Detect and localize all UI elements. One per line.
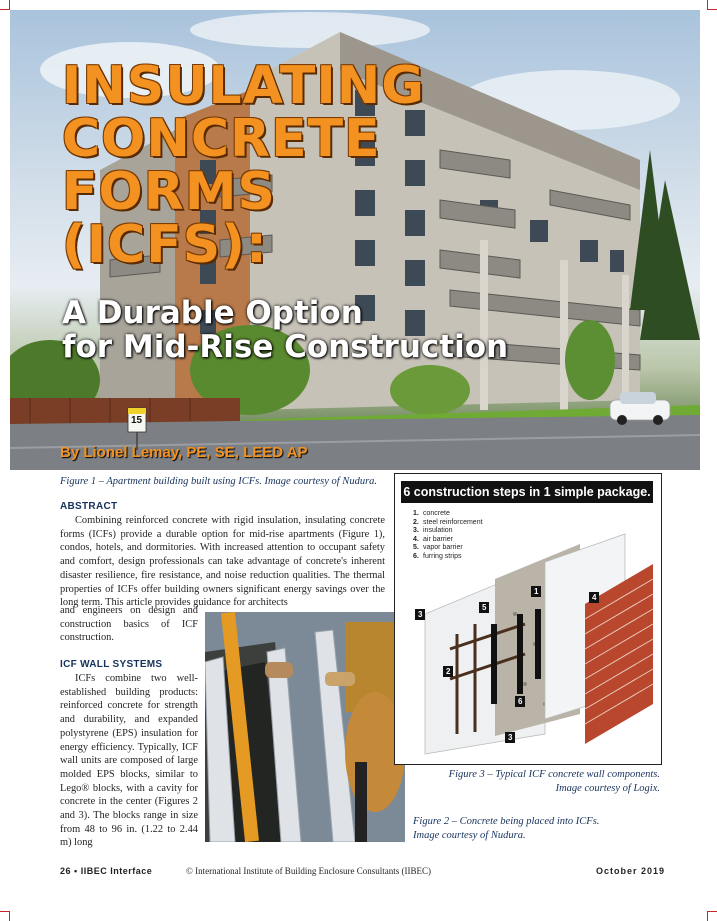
callout-3-left: 3: [415, 609, 425, 620]
title-line: CONCRETE: [62, 109, 381, 169]
icf-wall-systems-paragraph: ICFs combine two well-established building products: reinforced concrete for strength and durability, and expanded polystyrene (EPS) insulation for energy efficiency. Typically, ICF wall units are composed of large molded EPS blocks, similar to Lego® blocks, with a cavity for concrete in the center (Figures 2 and 3). The blocks range in size from 48 to 96 in. (1.22 to 2.44 m) long: [60, 673, 198, 849]
abstract-paragraph-continued: and engineers on design and construction basics of ICF construction.: [60, 605, 198, 644]
issue-date: October 2019: [596, 866, 666, 876]
callout-5: 5: [479, 602, 489, 613]
abstract-paragraph: Combining reinforced concrete with rigid insulation, insulating concrete forms (ICFs) provide a durable option for mid-rise apartments (Figure 1), condos, hotels, and dormitories. With increased attention to occupant safety and comfort, design professionals can take advantage of concrete's inherent disaster resilience, fire resistance, and noise reduction qualities. The thermal properties of ICFs offer building owners significant energy savings over the long term. This article provides guidance for architects: [60, 515, 385, 609]
callout-4: 4: [589, 592, 599, 603]
title-line: FORMS: [62, 162, 276, 222]
page-number: 26: [60, 866, 72, 876]
list-item: 4. air barrier: [413, 535, 453, 543]
figure3-diagram: [394, 473, 662, 765]
title-line: INSULATING: [62, 56, 425, 116]
publication-name: IIBEC Interface: [80, 866, 153, 876]
article-subtitle: [62, 296, 508, 364]
list-item: 1. concrete: [413, 510, 450, 517]
figure2-photo: [205, 612, 405, 842]
list-item: 3. insulation: [413, 527, 453, 535]
footer-bullet: •: [74, 866, 78, 876]
callout-6: 6: [515, 696, 525, 707]
crop-mark-bottom-left: [0, 911, 10, 921]
icf-wall-systems-heading: ICF WALL SYSTEMS: [60, 659, 163, 670]
concrete-pour-illustration: [205, 612, 405, 842]
abstract-heading: ABSTRACT: [60, 501, 118, 512]
subtitle-line: A Durable Option: [62, 295, 363, 331]
figure3-title: 6 construction steps in 1 simple package.: [401, 481, 653, 503]
list-item: 5. vapor barrier: [413, 544, 463, 552]
subtitle-line: for Mid-Rise Construction: [62, 329, 509, 365]
crop-mark-top-left: [0, 0, 10, 10]
author-byline: By Lionel Lemay, PE, SE, LEED AP: [60, 444, 308, 461]
crop-mark-bottom-right: [707, 911, 717, 921]
figure1-caption: Figure 1 – Apartment building built using ICFs. Image courtesy of Nudura.: [60, 476, 378, 487]
callout-3-bottom: 3: [505, 732, 515, 743]
icf-wall-cutaway-illustration: [395, 474, 661, 764]
callout-2: 2: [443, 666, 453, 677]
list-item: 2. steel reinforcement: [413, 518, 483, 526]
speed-sign-text: 15: [131, 415, 143, 426]
hero-photo: [10, 10, 700, 470]
article-title: [62, 56, 425, 275]
callout-1: 1: [531, 586, 541, 597]
copyright-notice: © International Institute of Building Enclosure Consultants (IIBEC): [186, 866, 432, 876]
title-line: (ICFS):: [62, 215, 268, 275]
footer-left: [60, 866, 152, 876]
figure2-caption: Figure 2 – Concrete being placed into ICFs. Image courtesy of Nudura.: [413, 816, 600, 841]
figure3-caption: Figure 3 – Typical ICF concrete wall components. Image courtesy of Logix.: [448, 769, 660, 794]
crop-mark-top-right: [707, 0, 717, 10]
list-item: 6. furring strips: [413, 552, 462, 560]
